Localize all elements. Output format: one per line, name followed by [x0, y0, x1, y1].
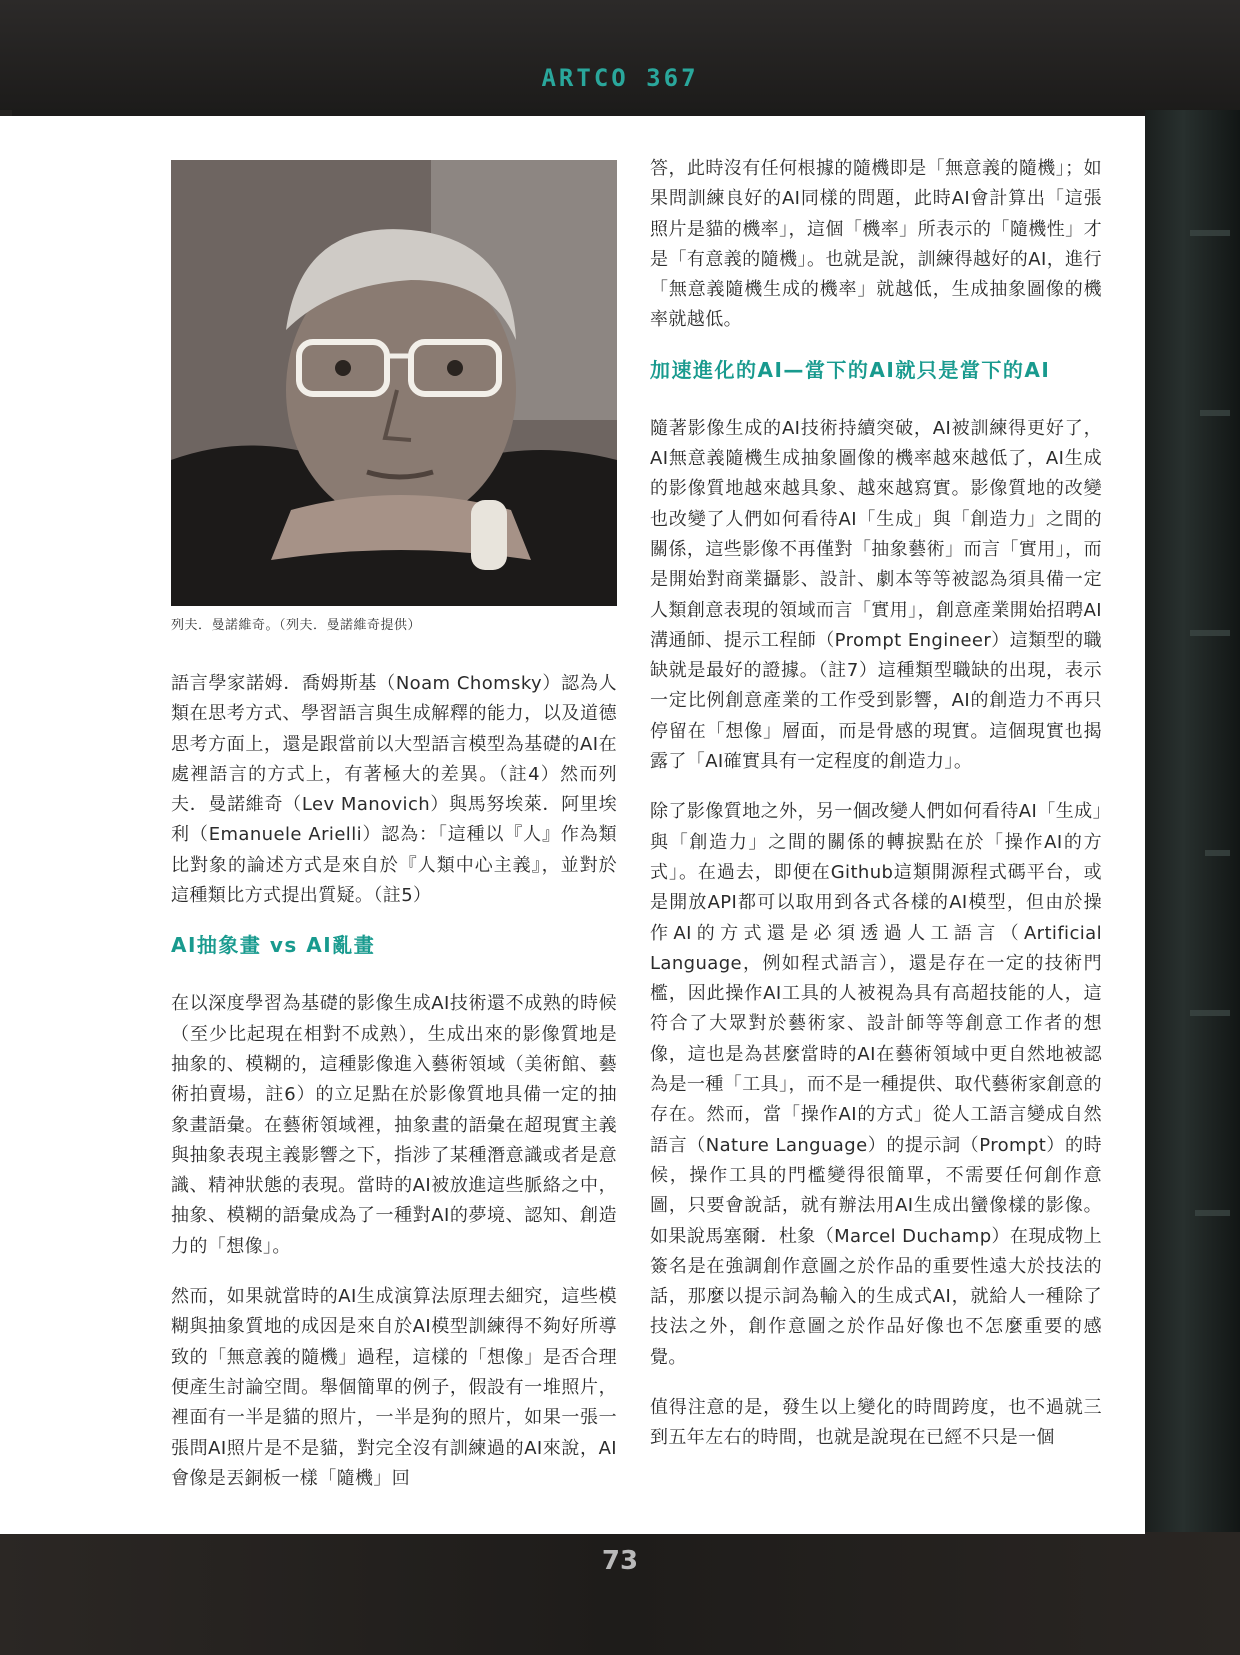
right-background-image — [1145, 110, 1240, 1540]
section-heading-ai-abstract: AI抽象畫 vs AI亂畫 — [171, 933, 376, 958]
section-heading-accelerated-ai: 加速進化的AI—當下的AI就只是當下的AI — [650, 357, 1051, 382]
right-paragraph-3: 除了影像質地之外，另一個改變人們如何看待AI「生成」與「創造力」之間的關係的轉捩點在於「操作AI的方式」。在過去，即便在Github這類開源程式碼平台，或是開放API都可以取用到各式各樣的AI模型，但由於操作AI的方式還是必須透過人工語言（Artificial Language，例如程式語言），還是存在一定的技術門檻，因此操作AI工具的人被視為具有高超技能的人，這符合了大眾對於藝術家、設計師等等創意工作者的想像，這也是為甚麼當時的AI在藝術領域中更自然地被認為是一種「工具」，而不是一種提供、取代藝術家創意的存在。然而，當「操作AI的方式」從人工語言變成自然語言（Nature Language）的提示詞（Prompt）的時候，操作工具的門檻變得很簡單，不需要任何創作意圖，只要會說話，就有辦法用AI生成出蠻像樣的影像。如果說馬塞爾．杜象（Marcel Duchamp）在現成物上簽名是在強調創作意圖之於作品的重要性遠大於技法的話，那麼以提示詞為輸入的生成式AI，就給人一種除了技法之外，創作意圖之於作品好像也不怎麼重要的感覺。 — [650, 801, 1102, 1368]
left-paragraph-2: 在以深度學習為基礎的影像生成AI技術還不成熟的時候（至少比起現在相對不成熟），生成出來的影像質地是抽象的、模糊的，這種影像進入藝術領域（美術館、藝術拍賣場，註6）的立足點在於影像質地具備一定的抽象畫語彙。在藝術領域裡，抽象畫的語彙在超現實主義與抽象表現主義影響之下，指涉了某種潛意識或者是意識、精神狀態的表現。當時的AI被放進這些脈絡之中，抽象、模糊的語彙成為了一種對AI的夢境、認知、創造力的「想像」。 — [171, 993, 617, 1257]
left-paragraph-3: 然而，如果就當時的AI生成演算法原理去細究，這些模糊與抽象質地的成因是來自於AI模型訓練得不夠好所導致的「無意義的隨機」過程，這樣的「想像」是否合理便產生討論空間。舉個簡單的例子，假設有一堆照片，裡面有一半是貓的照片，一半是狗的照片，如果一張一張問AI照片是不是貓，對完全沒有訓練過的AI來說，AI會像是丟銅板一樣「隨機」回 — [171, 1286, 617, 1489]
right-column — [650, 154, 1102, 1474]
top-dark-band — [0, 0, 1240, 120]
right-paragraph-2: 隨著影像生成的AI技術持續突破，AI被訓練得更好了，AI無意義隨機生成抽象圖像的機率越來越低了，AI生成的影像質地越來越具象、越來越寫實。影像質地的改變也改變了人們如何看待AI「生成」與「創造力」之間的關係，這些影像不再僅對「抽象藝術」而言「實用」，而是開始對商業攝影、設計、劇本等等被認為須具備一定人類創意表現的領域而言「實用」，創意產業開始招聘AI溝通師、提示工程師（Prompt Engineer）這類型的職缺就是最好的證據。（註7）這種類型職缺的出現，表示一定比例創意產業的工作受到影響，AI的創造力不再只停留在「想像」層面，而是骨感的現實。這個現實也揭露了「AI確實具有一定程度的創造力」。 — [650, 417, 1102, 773]
portrait-photo — [171, 160, 617, 606]
magazine-header: ARTCO 367 — [541, 64, 699, 92]
left-paragraph-1: 語言學家諾姆．喬姆斯基（Noam Chomsky）認為人類在思考方式、學習語言與生成解釋的能力，以及道德思考方面上，還是跟當前以大型語言模型為基礎的AI在處裡語言的方式上，有著極大的差異。（註4）然而列夫．曼諾維奇（Lev Manovich）與馬努埃萊．阿里埃利（Emanuele Arielli）認為：「這種以『人』作為類比對象的論述方式是來自於『人類中心主義』，並對於這種類比方式提出質疑。（註5） — [171, 673, 617, 907]
photo-caption: 列夫．曼諾維奇。（列夫．曼諾維奇提供） — [171, 618, 422, 633]
page-number: 73 — [601, 1546, 639, 1576]
right-paragraph-4: 值得注意的是，發生以上變化的時間跨度，也不過就三到五年左右的時間，也就是說現在已經不只是一個 — [650, 1396, 1102, 1449]
portrait-illustration — [171, 160, 617, 606]
left-column — [171, 669, 617, 1514]
right-paragraph-1: 答，此時沒有任何根據的隨機即是「無意義的隨機」；如果問訓練良好的AI同樣的問題，此時AI會計算出「這張照片是貓的機率」，這個「機率」所表示的「隨機性」才是「有意義的隨機」。也就是說，訓練得越好的AI，進行「無意義隨機生成的機率」就越低，生成抽象圖像的機率就越低。 — [650, 158, 1102, 331]
